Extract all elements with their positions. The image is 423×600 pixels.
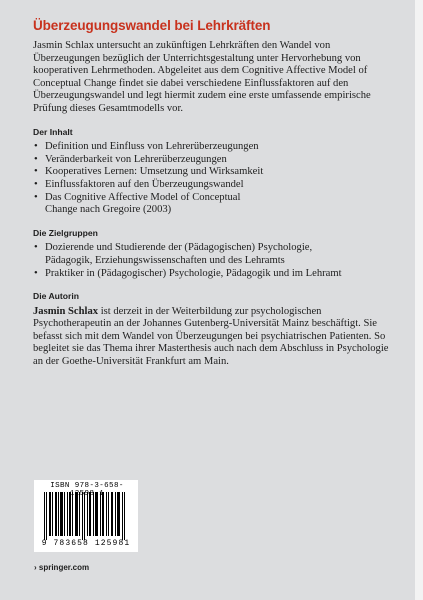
section-heading-zielgruppen: Die Zielgruppen xyxy=(33,227,98,238)
section-heading-autorin: Die Autorin xyxy=(33,291,79,302)
cover-text xyxy=(33,40,391,369)
list-item: • Kooperatives Lernen: Umsetzung und Wirksamkeit xyxy=(33,166,391,179)
isbn-label: ISBN 978-3-658-12598-1 xyxy=(50,482,124,498)
intro-paragraph: Jasmin Schlax untersucht an zukünftigen Lehrkräften den Wandel von Überzeugungen bezüglich der Unterrichtsgestaltung unter Hervorhebung von kooperativen Lehrmethoden. Abgeleitet aus dem Cognitive Affective Model of Conceptual Change findet sie dabei verschiedene Einflussfaktoren auf den Überzeugungswandel und legt hiermit zudem eine erste umfassende empirische Prüfung dieses Gesamtmodells vor. xyxy=(33,40,371,114)
barcode-bars xyxy=(44,492,128,540)
barcode xyxy=(34,480,138,552)
author-name: Jasmin Schlax xyxy=(33,305,99,317)
list-item: • Einflussfaktoren auf den Überzeugungswandel xyxy=(33,179,391,192)
inhalt-list xyxy=(33,141,391,217)
section-heading-inhalt: Der Inhalt xyxy=(33,126,73,137)
book-spine-edge xyxy=(415,0,423,600)
list-item: • Definition und Einfluss von Lehrerüberzeugungen xyxy=(33,141,391,154)
author-bio xyxy=(33,306,391,369)
author-bio-text: ist derzeit in der Weiterbildung zur psychologischen Psychotherapeutin an der Johannes Gutenberg-Universität Mainz beschäftigt. Sie befasst sich mit dem Wandel von Überzeugungen bei psychiatrischen Patienten. So begleitet sie das Thema ihrer Masterthesis auch nach dem Abschluss in Psychologie an der Goethe-Universität Frankfurt am Main. xyxy=(33,305,389,368)
list-item: • Dozierende und Studierende der (Pädagogischen) Psychologie, Pädagogik, Erziehungswissenschaften und des Lehramts xyxy=(33,242,391,267)
book-title: Überzeugungswandel bei Lehrkräften xyxy=(33,18,271,33)
list-item: • Praktiker in (Pädagogischer) Psychologie, Pädagogik und im Lehramt xyxy=(33,268,391,281)
list-item: • Das Cognitive Affective Model of Conceptual Change nach Gregoire (2003) xyxy=(33,192,391,217)
publisher-link[interactable]: › springer.com xyxy=(34,563,90,572)
zielgruppen-list xyxy=(33,242,391,280)
list-item: • Veränderbarkeit von Lehrerüberzeugungen xyxy=(33,154,391,167)
barcode-digits: 9 783658 125981 xyxy=(41,539,131,548)
